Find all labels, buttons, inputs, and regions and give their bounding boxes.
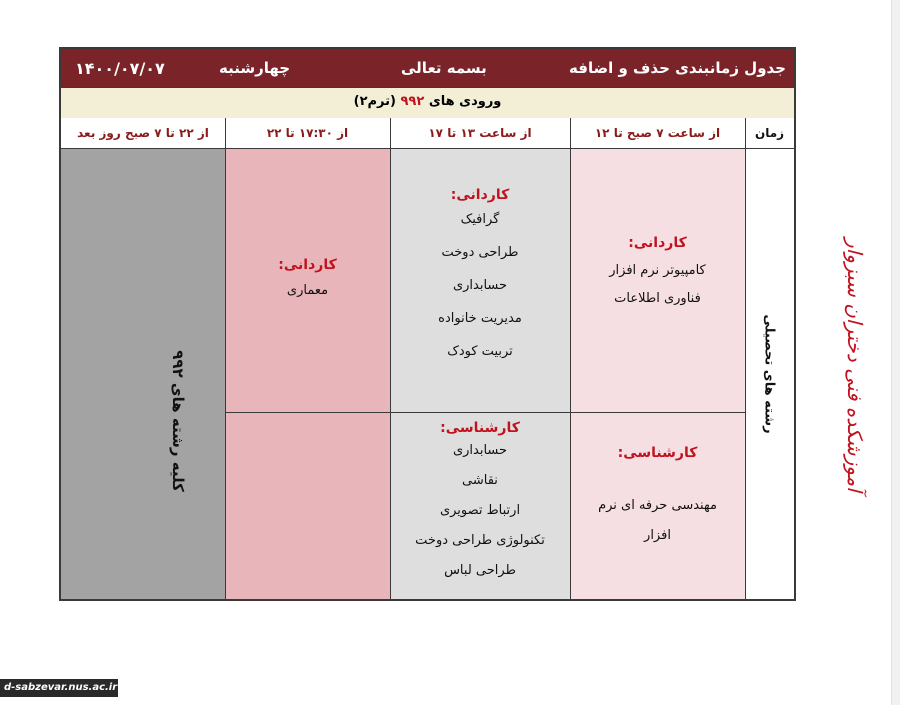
karshenasi-label: کارشناسی:: [440, 420, 520, 436]
col4-header: از ۲۲ تا ۷ صبح روز بعد: [61, 118, 225, 149]
kardani-col3-cell: [225, 149, 390, 412]
list-item: تکنولوژی طراحی دوخت: [415, 533, 545, 548]
list-item: مدیریت خانواده: [438, 311, 522, 326]
right-scroll-edge: [891, 0, 900, 705]
col1-header: از ساعت ۷ صبح تا ۱۲: [570, 118, 745, 149]
list-item: فناوری اطلاعات: [614, 291, 701, 306]
grid-line: [570, 118, 571, 599]
kardani-col1-cell: [570, 149, 745, 412]
list-item: ارتباط تصویری: [439, 503, 521, 518]
col3-header: از ۱۷:۳۰ تا ۲۲: [225, 118, 390, 149]
entry-year: ۹۹۲: [400, 94, 425, 109]
list-item: مهندسی حرفه ای نرم: [598, 498, 717, 513]
all-fields-cell: [61, 149, 225, 599]
list-item: حسابداری: [452, 278, 508, 293]
list-item: طراحی لباس: [444, 563, 516, 578]
entry-subheader: ورودی های ۹۹۲ (ترم۲): [61, 87, 794, 119]
row-label: رشته های تحصیلی: [761, 314, 777, 434]
karshenasi-col2-cell: [390, 412, 570, 599]
list-item: نقاشی: [462, 473, 498, 488]
grid-line: [745, 118, 746, 599]
karshenasi-col1-cell: [570, 412, 745, 599]
grid-line: [390, 118, 391, 599]
schedule-table: [59, 47, 796, 601]
bismillah: بسمه تعالی: [401, 59, 487, 77]
list-item: کامپیوتر نرم افزار: [609, 263, 706, 278]
row-label-cell: [745, 149, 794, 599]
grid-line: [225, 118, 226, 599]
kardani-label: کاردانی:: [278, 257, 337, 273]
row-divider: [225, 412, 745, 413]
list-item: گرافیک: [460, 212, 500, 227]
time-column-header: زمان: [745, 118, 794, 149]
empty-col3-cell: [225, 412, 390, 599]
table-header: [61, 49, 794, 87]
school-signature-watermark: آموزشکده فنی دختران سبزوار: [843, 238, 867, 492]
table-title: جدول زمانبندی حذف و اضافه: [569, 59, 786, 77]
col2-header: از ساعت ۱۳ تا ۱۷: [390, 118, 570, 149]
list-item: حسابداری: [452, 443, 508, 458]
date-label: ۱۴۰۰/۰۷/۰۷: [75, 59, 165, 78]
kardani-label: کاردانی:: [628, 235, 687, 251]
kardani-col2-cell: [390, 149, 570, 412]
list-item: تربیت کودک: [447, 344, 513, 359]
all-fields-label: کلیه رشته های ۹۹۲: [169, 350, 187, 492]
kardani-label: کاردانی:: [450, 187, 510, 203]
day-label: چهارشنبه: [219, 59, 291, 77]
karshenasi-label: کارشناسی:: [617, 445, 698, 461]
list-item: طراحی دوخت: [441, 245, 519, 260]
list-item: معماری: [286, 283, 329, 298]
list-item: افزار: [644, 528, 671, 543]
website-footer[interactable]: d-sabzevar.nus.ac.ir: [0, 679, 118, 697]
